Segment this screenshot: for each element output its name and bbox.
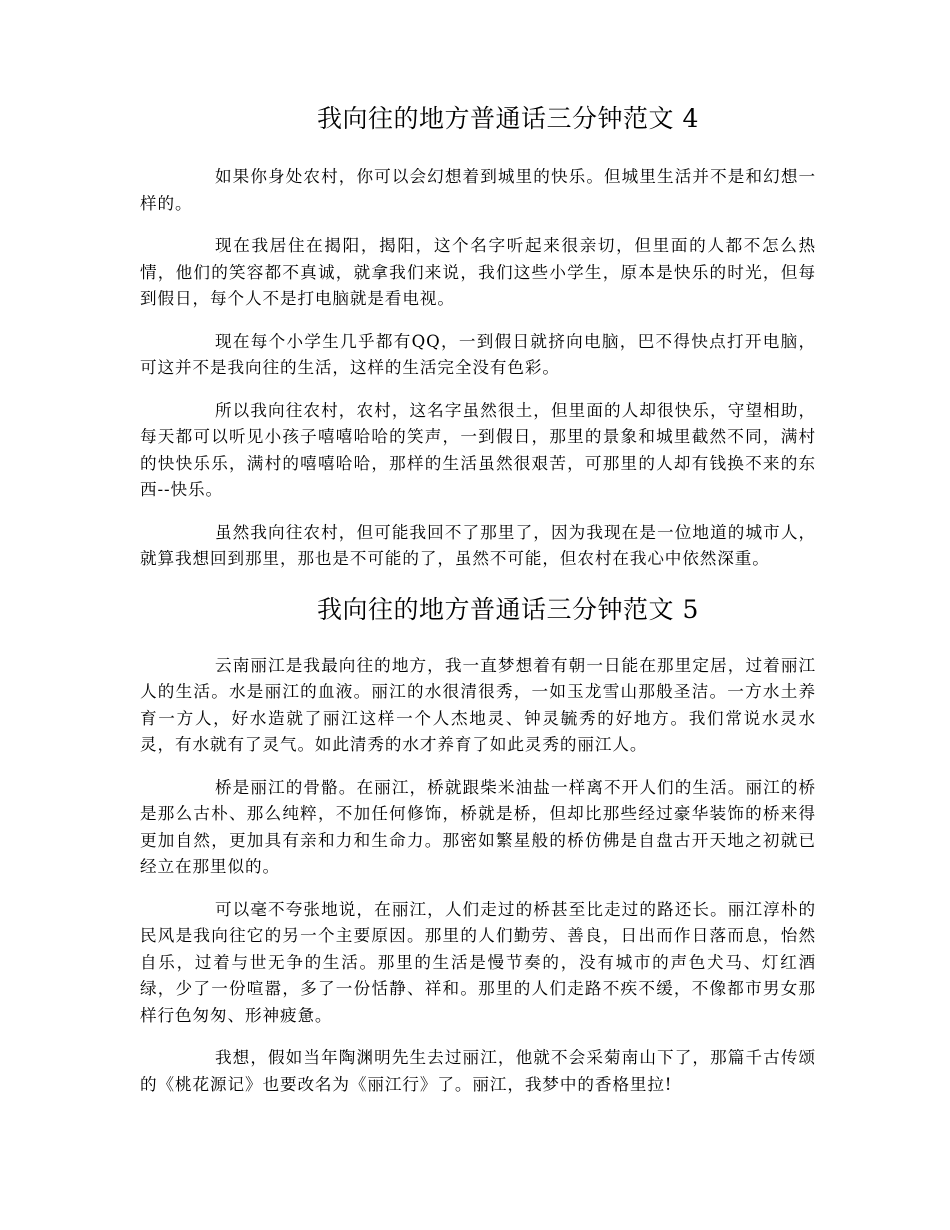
paragraph: 现在每个小学生几乎都有QQ，一到假日就挤向电脑，巴不得快点打开电脑，可这并不是我向往的生活，这样的生活完全没有色彩。	[140, 331, 816, 377]
section-title: 我向往的地方普通话三分钟范文 4	[317, 104, 699, 133]
essay-section-5	[140, 589, 816, 1099]
paragraph: 现在我居住在揭阳，揭阳，这个名字听起来很亲切，但里面的人都不怎么热情，他们的笑容都不真诚，就拿我们来说，我们这些小学生，原本是快乐的时光，但每到假日，每个人不是打电脑就是看电视。	[140, 236, 816, 308]
document-body	[140, 98, 816, 1114]
paragraph: 桥是丽江的骨骼。在丽江，桥就跟柴米油盐一样离不开人们的生活。丽江的桥是那么古朴、那么纯粹，不加任何修饰，桥就是桥，但却比那些经过豪华装饰的桥来得更加自然，更加具有亲和力和生命力。那密如繁星般的桥仿佛是自盘古开天地之初就已经立在那里似的。	[140, 777, 816, 876]
paragraph: 可以毫不夸张地说，在丽江，人们走过的桥甚至比走过的路还长。丽江淳朴的民风是我向往它的另一个主要原因。那里的人们勤劳、善良，日出而作日落而息，怡然自乐，过着与世无争的生活。那里的生活是慢节奏的，没有城市的声色犬马、灯红酒绿，少了一份喧嚣，多了一份恬静、祥和。那里的人们走路不疾不缓，不像都市男女那样行色匆匆、形神疲惫。	[140, 899, 816, 1025]
section-title: 我向往的地方普通话三分钟范文 5	[317, 594, 699, 624]
essay-section-4	[140, 98, 816, 573]
paragraph: 虽然我向往农村，但可能我回不了那里了，因为我现在是一位地道的城市人，就算我想回到那里，那也是不可能的了，虽然不可能，但农村在我心中依然深重。	[140, 522, 816, 568]
paragraph: 所以我向往农村，农村，这名字虽然很土，但里面的人却很快乐，守望相助，每天都可以听见小孩子嘻嘻哈哈的笑声，一到假日，那里的景象和城里截然不同，满村的快快乐乐，满村的嘻嘻哈哈，那样的生活虽然很艰苦，可那里的人却有钱换不来的东西--快乐。	[140, 400, 816, 499]
paragraph: 云南丽江是我最向往的地方，我一直梦想着有朝一日能在那里定居，过着丽江人的生活。水是丽江的血液。丽江的水很清很秀，一如玉龙雪山那般圣洁。一方水土养育一方人，好水造就了丽江这样一个人杰地灵、钟灵毓秀的好地方。我们常说水灵水灵，有水就有了灵气。如此清秀的水才养育了如此灵秀的丽江人。	[140, 655, 816, 754]
paragraph: 如果你身处农村，你可以会幻想着到城里的快乐。但城里生活并不是和幻想一样的。	[140, 167, 816, 213]
paragraph: 我想，假如当年陶渊明先生去过丽江，他就不会采菊南山下了，那篇千古传颂的《桃花源记》也要改名为《丽江行》了。丽江，我梦中的香格里拉!	[140, 1048, 816, 1094]
